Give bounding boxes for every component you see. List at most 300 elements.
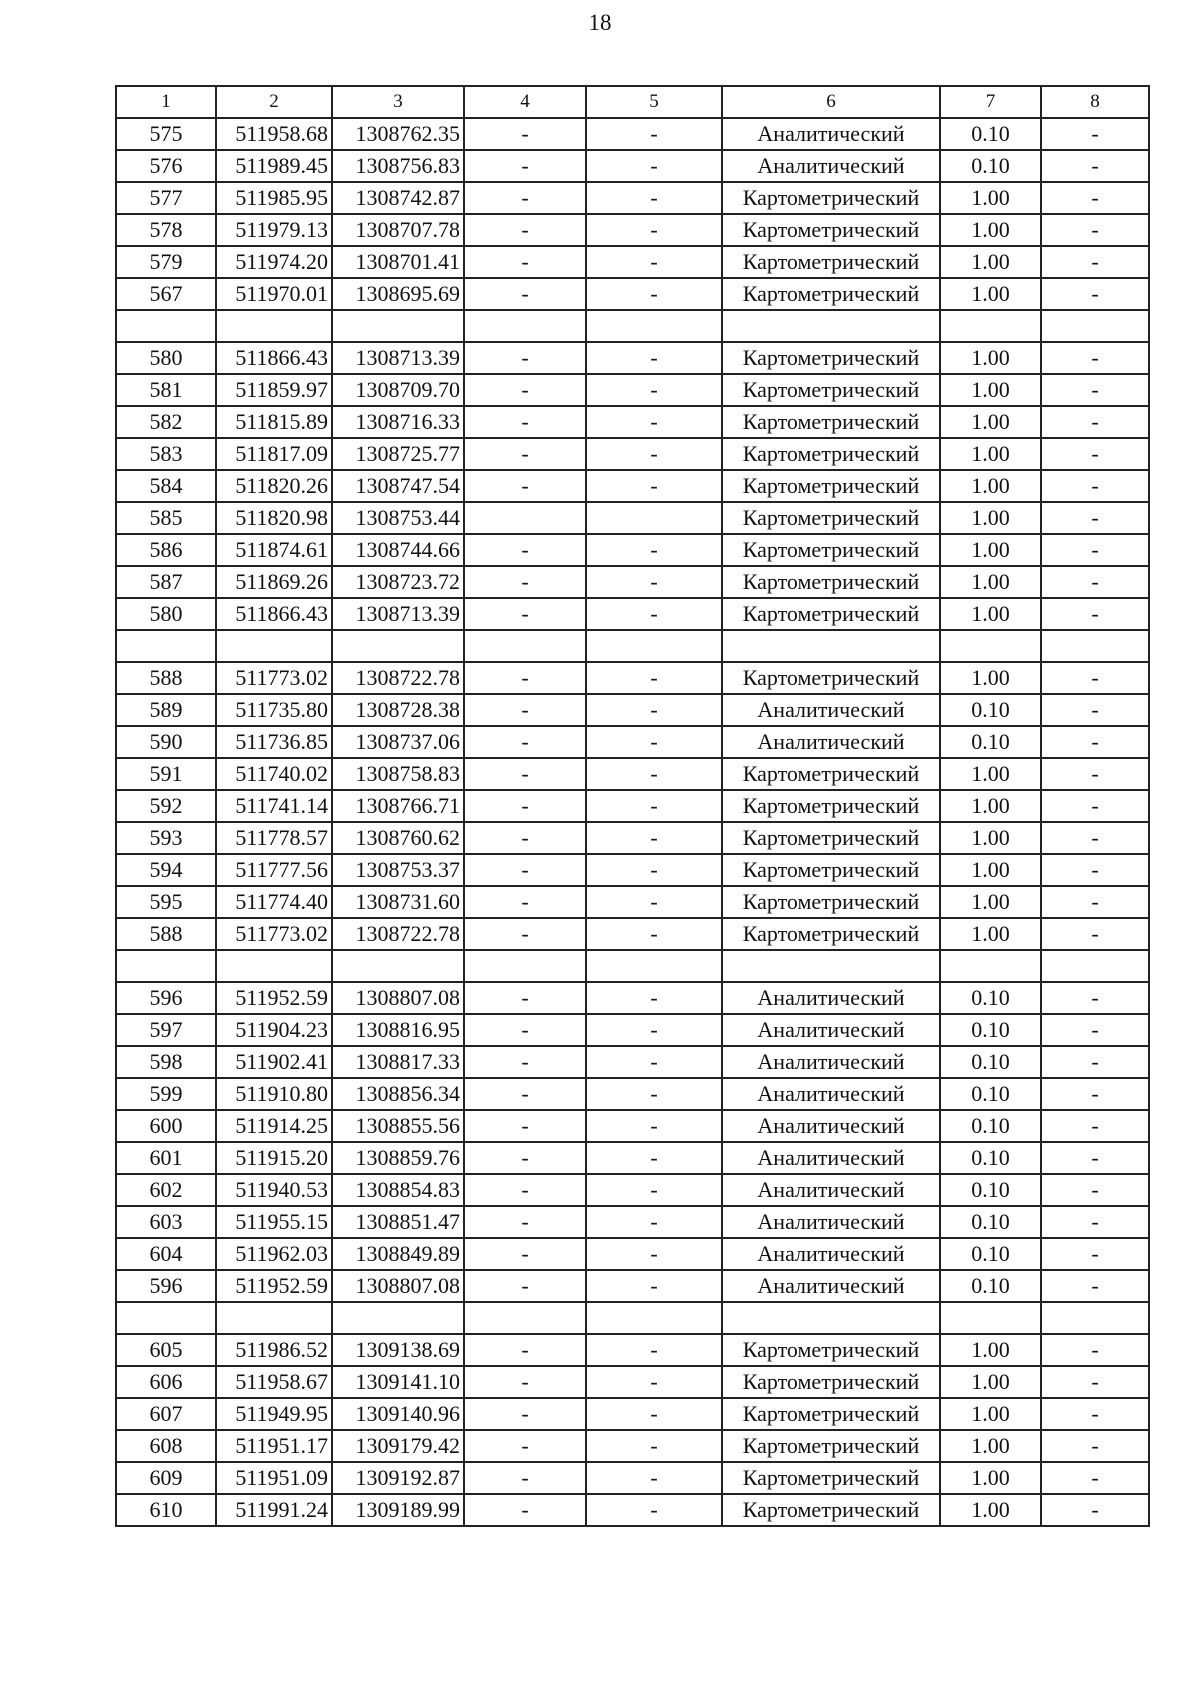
- point-number-cell: 583: [116, 438, 216, 470]
- column-4-cell: -: [464, 1046, 586, 1078]
- column-4-cell: -: [464, 566, 586, 598]
- column-8-cell: -: [1041, 118, 1149, 150]
- column-4-cell: -: [464, 822, 586, 854]
- method-cell: Картометрический: [722, 502, 940, 534]
- accuracy-cell: 1.00: [940, 1366, 1041, 1398]
- column-5-cell: -: [586, 438, 722, 470]
- y-coordinate-cell: 1309192.87: [332, 1462, 464, 1494]
- accuracy-cell: 0.10: [940, 1046, 1041, 1078]
- column-4-cell: -: [464, 470, 586, 502]
- method-cell: Картометрический: [722, 790, 940, 822]
- column-8-cell: -: [1041, 1206, 1149, 1238]
- accuracy-cell: 1.00: [940, 822, 1041, 854]
- y-coordinate-cell: 1308856.34: [332, 1078, 464, 1110]
- column-8-cell: [1041, 1302, 1149, 1334]
- y-coordinate-cell: 1309138.69: [332, 1334, 464, 1366]
- x-coordinate-cell: 511989.45: [216, 150, 332, 182]
- accuracy-cell: 0.10: [940, 1014, 1041, 1046]
- y-coordinate-cell: 1309140.96: [332, 1398, 464, 1430]
- column-8-cell: -: [1041, 790, 1149, 822]
- method-cell: Картометрический: [722, 406, 940, 438]
- method-cell: Картометрический: [722, 598, 940, 630]
- table-row: [116, 822, 1149, 854]
- point-number-cell: 596: [116, 1270, 216, 1302]
- column-5-cell: [586, 310, 722, 342]
- accuracy-cell: 1.00: [940, 566, 1041, 598]
- method-cell: Картометрический: [722, 662, 940, 694]
- column-5-cell: [586, 630, 722, 662]
- table-row: [116, 790, 1149, 822]
- y-coordinate-cell: 1308807.08: [332, 1270, 464, 1302]
- table-row: [116, 118, 1149, 150]
- column-4-cell: -: [464, 1206, 586, 1238]
- y-coordinate-cell: [332, 1302, 464, 1334]
- column-header: 3: [332, 86, 464, 118]
- table-row: [116, 438, 1149, 470]
- method-cell: Картометрический: [722, 1366, 940, 1398]
- column-8-cell: [1041, 630, 1149, 662]
- x-coordinate-cell: 511741.14: [216, 790, 332, 822]
- method-cell: Картометрический: [722, 1494, 940, 1526]
- y-coordinate-cell: 1308747.54: [332, 470, 464, 502]
- y-coordinate-cell: 1308723.72: [332, 566, 464, 598]
- table-row: [116, 214, 1149, 246]
- accuracy-cell: 0.10: [940, 1078, 1041, 1110]
- accuracy-cell: 1.00: [940, 182, 1041, 214]
- x-coordinate-cell: [216, 310, 332, 342]
- column-header: 6: [722, 86, 940, 118]
- x-coordinate-cell: 511866.43: [216, 598, 332, 630]
- column-8-cell: -: [1041, 1462, 1149, 1494]
- y-coordinate-cell: 1309179.42: [332, 1430, 464, 1462]
- column-5-cell: -: [586, 278, 722, 310]
- y-coordinate-cell: 1308816.95: [332, 1014, 464, 1046]
- column-8-cell: -: [1041, 1398, 1149, 1430]
- method-cell: Картометрический: [722, 854, 940, 886]
- y-coordinate-cell: [332, 310, 464, 342]
- accuracy-cell: 1.00: [940, 1398, 1041, 1430]
- accuracy-cell: 1.00: [940, 886, 1041, 918]
- method-cell: Картометрический: [722, 278, 940, 310]
- column-8-cell: -: [1041, 470, 1149, 502]
- accuracy-cell: 1.00: [940, 534, 1041, 566]
- point-number-cell: 594: [116, 854, 216, 886]
- column-4-cell: -: [464, 758, 586, 790]
- column-4-cell: -: [464, 726, 586, 758]
- table-row: [116, 310, 1149, 342]
- column-8-cell: -: [1041, 1174, 1149, 1206]
- column-5-cell: -: [586, 662, 722, 694]
- method-cell: Картометрический: [722, 1430, 940, 1462]
- table-row: [116, 374, 1149, 406]
- column-4-cell: -: [464, 374, 586, 406]
- accuracy-cell: 0.10: [940, 118, 1041, 150]
- column-4-cell: -: [464, 1142, 586, 1174]
- accuracy-cell: 1.00: [940, 598, 1041, 630]
- point-number-cell: 579: [116, 246, 216, 278]
- x-coordinate-cell: [216, 1302, 332, 1334]
- accuracy-cell: 0.10: [940, 1174, 1041, 1206]
- method-cell: Аналитический: [722, 1270, 940, 1302]
- y-coordinate-cell: 1308709.70: [332, 374, 464, 406]
- column-4-cell: -: [464, 790, 586, 822]
- point-number-cell: 593: [116, 822, 216, 854]
- column-5-cell: -: [586, 854, 722, 886]
- table-row: [116, 278, 1149, 310]
- column-5-cell: [586, 950, 722, 982]
- x-coordinate-cell: 511815.89: [216, 406, 332, 438]
- x-coordinate-cell: 511774.40: [216, 886, 332, 918]
- accuracy-cell: 1.00: [940, 1462, 1041, 1494]
- column-4-cell: [464, 502, 586, 534]
- method-cell: Аналитический: [722, 982, 940, 1014]
- point-number-cell: 580: [116, 342, 216, 374]
- column-5-cell: -: [586, 982, 722, 1014]
- x-coordinate-cell: 511955.15: [216, 1206, 332, 1238]
- x-coordinate-cell: 511986.52: [216, 1334, 332, 1366]
- column-8-cell: -: [1041, 598, 1149, 630]
- point-number-cell: 599: [116, 1078, 216, 1110]
- column-5-cell: -: [586, 1494, 722, 1526]
- column-4-cell: -: [464, 694, 586, 726]
- method-cell: Картометрический: [722, 342, 940, 374]
- column-4-cell: [464, 950, 586, 982]
- x-coordinate-cell: 511914.25: [216, 1110, 332, 1142]
- column-5-cell: -: [586, 822, 722, 854]
- column-5-cell: -: [586, 886, 722, 918]
- x-coordinate-cell: 511820.26: [216, 470, 332, 502]
- method-cell: Картометрический: [722, 214, 940, 246]
- y-coordinate-cell: [332, 630, 464, 662]
- point-number-cell: 598: [116, 1046, 216, 1078]
- method-cell: Аналитический: [722, 1238, 940, 1270]
- method-cell: Аналитический: [722, 150, 940, 182]
- table-row: [116, 918, 1149, 950]
- y-coordinate-cell: 1308695.69: [332, 278, 464, 310]
- column-4-cell: -: [464, 1174, 586, 1206]
- table-row: [116, 854, 1149, 886]
- table-row: [116, 630, 1149, 662]
- column-4-cell: -: [464, 406, 586, 438]
- column-5-cell: -: [586, 918, 722, 950]
- column-4-cell: -: [464, 438, 586, 470]
- x-coordinate-cell: [216, 950, 332, 982]
- y-coordinate-cell: 1308762.35: [332, 118, 464, 150]
- method-cell: Аналитический: [722, 1174, 940, 1206]
- point-number-cell: [116, 1302, 216, 1334]
- x-coordinate-cell: 511820.98: [216, 502, 332, 534]
- column-8-cell: -: [1041, 758, 1149, 790]
- table-row: [116, 342, 1149, 374]
- header-row: [116, 86, 1149, 118]
- x-coordinate-cell: 511902.41: [216, 1046, 332, 1078]
- column-4-cell: [464, 1302, 586, 1334]
- table-row: [116, 1398, 1149, 1430]
- table-row: [116, 566, 1149, 598]
- column-5-cell: -: [586, 758, 722, 790]
- table-row: [116, 182, 1149, 214]
- y-coordinate-cell: 1308722.78: [332, 662, 464, 694]
- column-8-cell: -: [1041, 854, 1149, 886]
- column-8-cell: -: [1041, 406, 1149, 438]
- table-row: [116, 1238, 1149, 1270]
- table-row: [116, 406, 1149, 438]
- x-coordinate-cell: 511904.23: [216, 1014, 332, 1046]
- y-coordinate-cell: 1308716.33: [332, 406, 464, 438]
- y-coordinate-cell: 1308849.89: [332, 1238, 464, 1270]
- y-coordinate-cell: 1308807.08: [332, 982, 464, 1014]
- y-coordinate-cell: 1308753.44: [332, 502, 464, 534]
- accuracy-cell: 1.00: [940, 246, 1041, 278]
- method-cell: Картометрический: [722, 822, 940, 854]
- point-number-cell: 587: [116, 566, 216, 598]
- y-coordinate-cell: 1308707.78: [332, 214, 464, 246]
- x-coordinate-cell: 511952.59: [216, 1270, 332, 1302]
- x-coordinate-cell: 511915.20: [216, 1142, 332, 1174]
- column-4-cell: -: [464, 1014, 586, 1046]
- x-coordinate-cell: 511958.68: [216, 118, 332, 150]
- point-number-cell: 595: [116, 886, 216, 918]
- table-row: [116, 758, 1149, 790]
- column-8-cell: [1041, 310, 1149, 342]
- method-cell: [722, 950, 940, 982]
- point-number-cell: 597: [116, 1014, 216, 1046]
- x-coordinate-cell: 511951.09: [216, 1462, 332, 1494]
- method-cell: Аналитический: [722, 694, 940, 726]
- table-row: [116, 246, 1149, 278]
- x-coordinate-cell: 511773.02: [216, 918, 332, 950]
- table-row: [116, 1078, 1149, 1110]
- column-5-cell: -: [586, 118, 722, 150]
- point-number-cell: 580: [116, 598, 216, 630]
- table-row: [116, 982, 1149, 1014]
- accuracy-cell: [940, 950, 1041, 982]
- column-8-cell: [1041, 950, 1149, 982]
- table-row: [116, 1334, 1149, 1366]
- column-8-cell: -: [1041, 982, 1149, 1014]
- x-coordinate-cell: 511952.59: [216, 982, 332, 1014]
- table-row: [116, 1462, 1149, 1494]
- column-4-cell: -: [464, 1270, 586, 1302]
- accuracy-cell: 1.00: [940, 470, 1041, 502]
- point-number-cell: 607: [116, 1398, 216, 1430]
- column-8-cell: -: [1041, 662, 1149, 694]
- column-8-cell: -: [1041, 1110, 1149, 1142]
- accuracy-cell: 1.00: [940, 918, 1041, 950]
- column-5-cell: -: [586, 1078, 722, 1110]
- method-cell: Картометрический: [722, 886, 940, 918]
- column-4-cell: -: [464, 1334, 586, 1366]
- column-8-cell: -: [1041, 1494, 1149, 1526]
- table-row: [116, 1494, 1149, 1526]
- accuracy-cell: [940, 630, 1041, 662]
- method-cell: Аналитический: [722, 1110, 940, 1142]
- point-number-cell: 604: [116, 1238, 216, 1270]
- point-number-cell: [116, 310, 216, 342]
- column-5-cell: [586, 502, 722, 534]
- accuracy-cell: 0.10: [940, 726, 1041, 758]
- y-coordinate-cell: 1308854.83: [332, 1174, 464, 1206]
- column-8-cell: -: [1041, 1430, 1149, 1462]
- accuracy-cell: 1.00: [940, 406, 1041, 438]
- point-number-cell: 600: [116, 1110, 216, 1142]
- column-8-cell: -: [1041, 886, 1149, 918]
- method-cell: Аналитический: [722, 1078, 940, 1110]
- point-number-cell: 567: [116, 278, 216, 310]
- accuracy-cell: 1.00: [940, 1334, 1041, 1366]
- method-cell: Аналитический: [722, 118, 940, 150]
- method-cell: Аналитический: [722, 1014, 940, 1046]
- accuracy-cell: 1.00: [940, 758, 1041, 790]
- point-number-cell: 591: [116, 758, 216, 790]
- accuracy-cell: 1.00: [940, 662, 1041, 694]
- column-4-cell: -: [464, 182, 586, 214]
- column-5-cell: -: [586, 1398, 722, 1430]
- x-coordinate-cell: 511979.13: [216, 214, 332, 246]
- point-number-cell: 577: [116, 182, 216, 214]
- x-coordinate-cell: 511951.17: [216, 1430, 332, 1462]
- accuracy-cell: 0.10: [940, 1206, 1041, 1238]
- method-cell: Картометрический: [722, 566, 940, 598]
- column-5-cell: -: [586, 1238, 722, 1270]
- y-coordinate-cell: 1309189.99: [332, 1494, 464, 1526]
- column-5-cell: -: [586, 726, 722, 758]
- column-8-cell: -: [1041, 150, 1149, 182]
- column-5-cell: -: [586, 214, 722, 246]
- accuracy-cell: 1.00: [940, 374, 1041, 406]
- column-4-cell: -: [464, 534, 586, 566]
- column-4-cell: -: [464, 1430, 586, 1462]
- column-5-cell: -: [586, 1366, 722, 1398]
- column-4-cell: -: [464, 886, 586, 918]
- y-coordinate-cell: 1308742.87: [332, 182, 464, 214]
- column-5-cell: -: [586, 470, 722, 502]
- method-cell: Аналитический: [722, 726, 940, 758]
- column-8-cell: -: [1041, 918, 1149, 950]
- y-coordinate-cell: 1308701.41: [332, 246, 464, 278]
- x-coordinate-cell: 511985.95: [216, 182, 332, 214]
- x-coordinate-cell: [216, 630, 332, 662]
- table-row: [116, 886, 1149, 918]
- method-cell: Картометрический: [722, 1462, 940, 1494]
- column-8-cell: -: [1041, 1142, 1149, 1174]
- accuracy-cell: 1.00: [940, 278, 1041, 310]
- accuracy-cell: [940, 310, 1041, 342]
- table-row: [116, 502, 1149, 534]
- column-5-cell: -: [586, 374, 722, 406]
- column-8-cell: -: [1041, 502, 1149, 534]
- column-8-cell: -: [1041, 822, 1149, 854]
- y-coordinate-cell: 1308758.83: [332, 758, 464, 790]
- column-8-cell: -: [1041, 1046, 1149, 1078]
- column-5-cell: -: [586, 182, 722, 214]
- point-number-cell: 584: [116, 470, 216, 502]
- method-cell: Картометрический: [722, 438, 940, 470]
- column-5-cell: -: [586, 1110, 722, 1142]
- column-5-cell: -: [586, 598, 722, 630]
- y-coordinate-cell: 1309141.10: [332, 1366, 464, 1398]
- column-5-cell: -: [586, 1174, 722, 1206]
- accuracy-cell: 0.10: [940, 1238, 1041, 1270]
- accuracy-cell: 1.00: [940, 790, 1041, 822]
- column-8-cell: -: [1041, 1366, 1149, 1398]
- table-row: [116, 1142, 1149, 1174]
- column-5-cell: -: [586, 1462, 722, 1494]
- y-coordinate-cell: 1308713.39: [332, 598, 464, 630]
- column-5-cell: -: [586, 790, 722, 822]
- column-4-cell: -: [464, 662, 586, 694]
- x-coordinate-cell: 511869.26: [216, 566, 332, 598]
- method-cell: [722, 310, 940, 342]
- point-number-cell: [116, 630, 216, 662]
- column-4-cell: -: [464, 1110, 586, 1142]
- y-coordinate-cell: 1308859.76: [332, 1142, 464, 1174]
- table-row: [116, 1302, 1149, 1334]
- y-coordinate-cell: 1308744.66: [332, 534, 464, 566]
- accuracy-cell: 1.00: [940, 342, 1041, 374]
- accuracy-cell: [940, 1302, 1041, 1334]
- column-5-cell: [586, 1302, 722, 1334]
- point-number-cell: 581: [116, 374, 216, 406]
- accuracy-cell: 1.00: [940, 214, 1041, 246]
- column-8-cell: -: [1041, 246, 1149, 278]
- column-5-cell: -: [586, 1046, 722, 1078]
- column-4-cell: -: [464, 598, 586, 630]
- point-number-cell: 586: [116, 534, 216, 566]
- table-row: [116, 470, 1149, 502]
- column-4-cell: -: [464, 1366, 586, 1398]
- y-coordinate-cell: 1308855.56: [332, 1110, 464, 1142]
- accuracy-cell: 1.00: [940, 438, 1041, 470]
- column-header: 8: [1041, 86, 1149, 118]
- x-coordinate-cell: 511859.97: [216, 374, 332, 406]
- method-cell: [722, 1302, 940, 1334]
- column-8-cell: -: [1041, 1270, 1149, 1302]
- point-number-cell: 578: [116, 214, 216, 246]
- accuracy-cell: 1.00: [940, 854, 1041, 886]
- column-4-cell: -: [464, 982, 586, 1014]
- column-8-cell: -: [1041, 214, 1149, 246]
- table-row: [116, 662, 1149, 694]
- point-number-cell: 588: [116, 918, 216, 950]
- x-coordinate-cell: 511740.02: [216, 758, 332, 790]
- column-8-cell: -: [1041, 1078, 1149, 1110]
- column-5-cell: -: [586, 1270, 722, 1302]
- point-number-cell: 601: [116, 1142, 216, 1174]
- accuracy-cell: 1.00: [940, 1494, 1041, 1526]
- point-number-cell: 592: [116, 790, 216, 822]
- accuracy-cell: 0.10: [940, 1142, 1041, 1174]
- x-coordinate-cell: 511940.53: [216, 1174, 332, 1206]
- column-4-cell: -: [464, 118, 586, 150]
- table-row: [116, 1046, 1149, 1078]
- x-coordinate-cell: 511817.09: [216, 438, 332, 470]
- column-4-cell: -: [464, 246, 586, 278]
- x-coordinate-cell: 511910.80: [216, 1078, 332, 1110]
- x-coordinate-cell: 511970.01: [216, 278, 332, 310]
- column-5-cell: -: [586, 406, 722, 438]
- x-coordinate-cell: 511974.20: [216, 246, 332, 278]
- x-coordinate-cell: 511736.85: [216, 726, 332, 758]
- x-coordinate-cell: 511773.02: [216, 662, 332, 694]
- y-coordinate-cell: 1308725.77: [332, 438, 464, 470]
- x-coordinate-cell: 511962.03: [216, 1238, 332, 1270]
- table-row: [116, 1430, 1149, 1462]
- method-cell: Картометрический: [722, 374, 940, 406]
- table-row: [116, 598, 1149, 630]
- point-number-cell: 602: [116, 1174, 216, 1206]
- point-number-cell: 582: [116, 406, 216, 438]
